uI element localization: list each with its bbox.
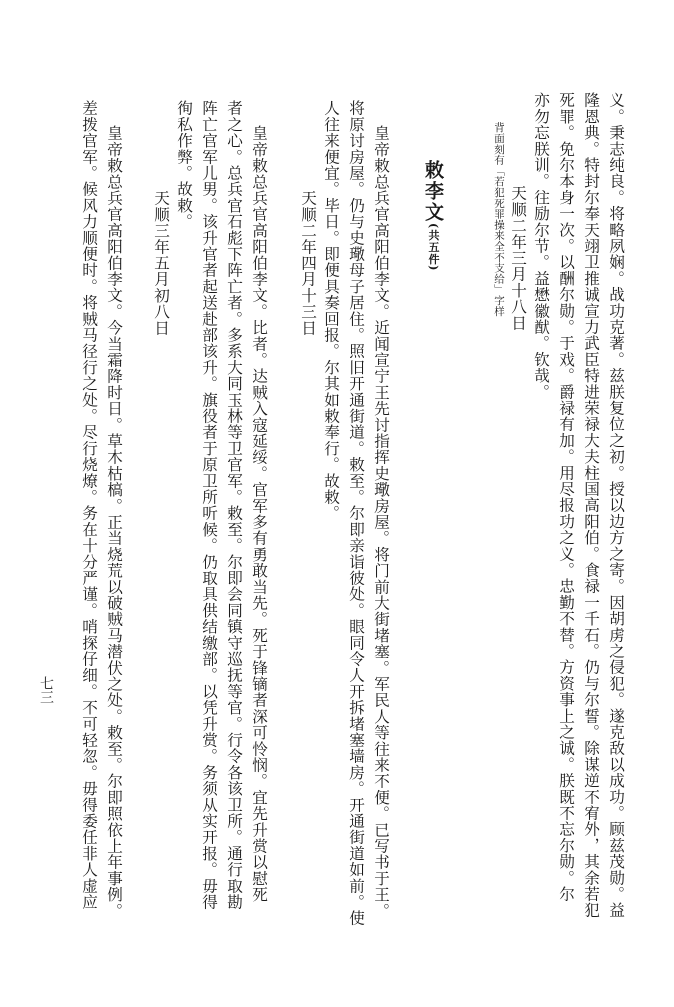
section-title-text: 敕李文 — [422, 160, 444, 223]
inscription-note: 背面刻有「若犯死罪操来全不支给」字样 — [493, 122, 505, 317]
date-line: 天顺二年四月十三日 — [299, 190, 317, 336]
text-column: 皇帝敕总兵官高阳伯李文。近闻宣宁王先讨指挥史璥房屋。将门前大街堵塞。军民人等往来不便。已写书于王。 — [372, 125, 390, 919]
text-column: 者之心。总兵官石彪下阵亡者。多系大同玉林等卫官军。敕至。尔即会同镇守巡抚等官。行令各该卫所。通行取勘 — [225, 100, 243, 910]
page-number: 七三 — [38, 676, 54, 704]
text-column: 隆恩典。特封尔奉天翊卫推诚宣力武臣特进荣禄大夫柱国高阳伯。食禄一千石。仍与尔誓。除谋逆不宥外，其余若犯 — [582, 92, 600, 919]
text-column: 徇私作弊。故敕。 — [175, 100, 193, 230]
date-line: 天顺三年五月初八日 — [152, 190, 170, 336]
text-column: 皇帝敕总兵官高阳伯李文。比者。达贼入寇延绥。官军多有勇敢当先。死于锋镝者深可怜悯。宜先升赏以慰死 — [250, 125, 268, 903]
text-column: 人往来便宜。毕日。即便具奏回报。尔其如敕奉行。故敕。 — [322, 100, 340, 522]
text-column: 义。秉志纯良。将略夙娴。战功克著。兹朕复位之初。授以边方之寄。因胡虏之侵犯。遂克敌以成功。顾兹茂勋。益 — [607, 92, 625, 919]
text-column: 皇帝敕总兵官高阳伯李文。今当霜降时日。草木枯槁。正当烧荒以破贼马潜伏之处。敕至。尔即照依上年事例。 — [105, 125, 123, 919]
section-title — [420, 160, 446, 271]
text-column: 将原讨房屋。仍与史璥母子居住。照旧开通街道。敕至。尔即亲诣彼处。眼同令人开拆堵塞墙房。开通街道如前。使 — [347, 100, 365, 927]
text-column: 阵亡官军儿男。该升官者起送赴部该升。旗役者于原卫所听候。仍取具供结缴部。以凭升赏。务须从实开报。毋得 — [200, 100, 218, 910]
text-column: 死罪。免尔本身一次。以酬尔勋。于戏。爵禄有加。用尽报功之义。忠勤不替。方资事上之诚。朕既不忘尔勋。尔 — [557, 92, 575, 902]
section-title-note: (共五件) — [427, 223, 440, 272]
text-column: 差拨官军。候风力顺便时。将贼马径行之处。尽行烧燎。务在十分严谨。哨探仔细。不可轻忽。毋得委任非人虚应 — [80, 100, 98, 910]
text-column: 亦勿忘朕训。往励尔节。益懋徽猷。钦哉。 — [532, 92, 550, 400]
date-line: 天顺二年三月十八日 — [509, 185, 527, 331]
